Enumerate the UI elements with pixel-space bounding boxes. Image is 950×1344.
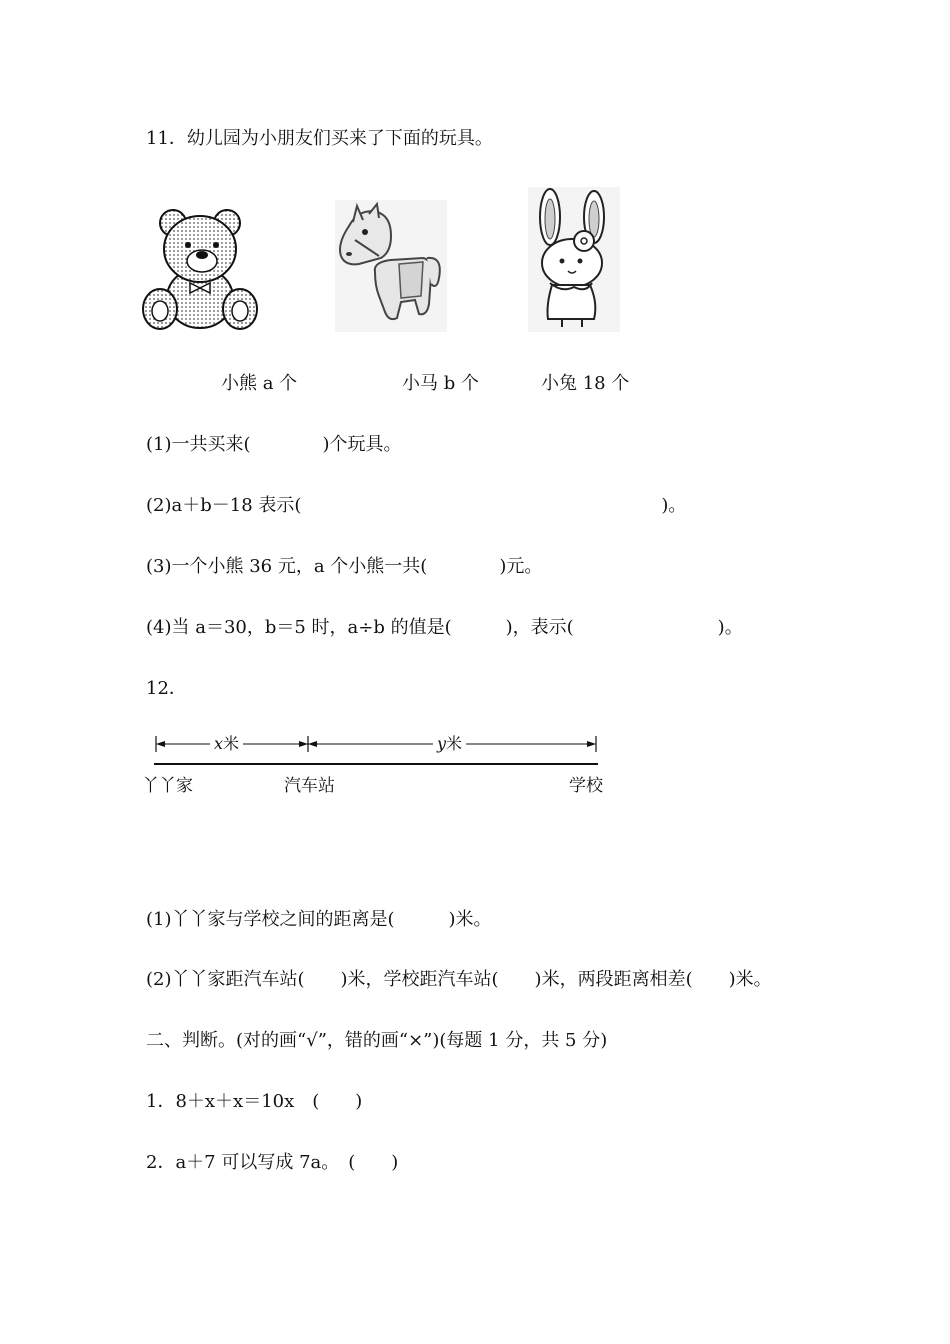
point-school-label: 学校 xyxy=(569,776,603,796)
q11-title: 11．幼儿园为小朋友们买来了下面的玩具。 xyxy=(146,128,493,149)
q11-item-4: (4)当 a＝30，b＝5 时，a÷b 的值是( )，表示( )。 xyxy=(146,617,743,638)
rabbit-caption: 小兔 18 个 xyxy=(541,373,630,394)
q11-item-3: (3)一个小熊 36 元，a 个小熊一共( )元。 xyxy=(146,556,543,577)
point-bus-station-label: 汽车站 xyxy=(284,776,335,796)
q12-number: 12． xyxy=(146,678,187,699)
q11-item-1: (1)一共买来( )个玩具。 xyxy=(146,434,402,455)
toy-rabbit-icon xyxy=(528,187,620,332)
teddy-bear-icon xyxy=(140,205,260,335)
q12-item-1: (1)丫丫家与学校之间的距离是( )米。 xyxy=(146,909,492,930)
section2-item-1: 1．8＋x＋x＝10x ( ) xyxy=(146,1091,363,1112)
section2-heading: 二、判断。(对的画“√”，错的画“×”)(每题 1 分，共 5 分) xyxy=(146,1030,608,1051)
segment-x-label: x米 xyxy=(210,734,243,754)
point-home-label: 丫丫家 xyxy=(142,776,193,796)
section2-item-2: 2．a＋7 可以写成 7a。 ( ) xyxy=(146,1152,399,1173)
segment-y-label: y米 xyxy=(433,734,466,754)
q11-item-2: (2)a＋b－18 表示( )。 xyxy=(146,495,687,516)
q12-item-2: (2)丫丫家距汽车站( )米，学校距汽车站( )米，两段距离相差( )米。 xyxy=(146,969,772,990)
toy-horse-icon xyxy=(335,200,447,332)
horse-caption: 小马 b 个 xyxy=(402,373,479,394)
bear-caption: 小熊 a 个 xyxy=(221,373,298,394)
